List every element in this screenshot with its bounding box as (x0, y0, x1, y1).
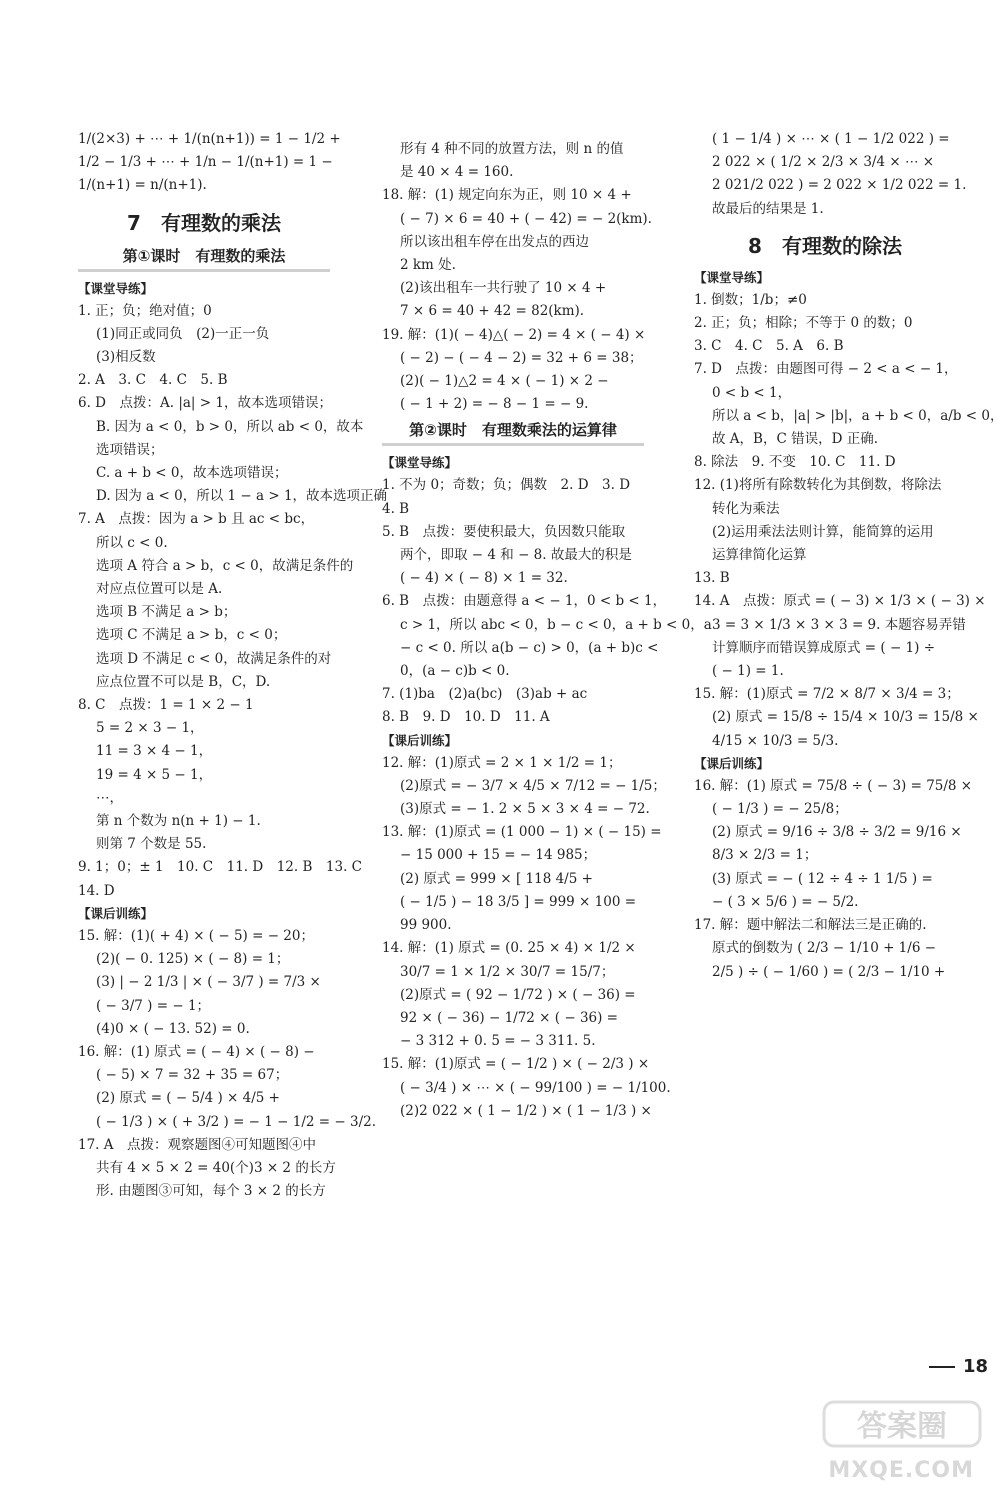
answer-line: 计算顺序而错误算成原式 = ( − 1) ÷ (712, 639, 936, 656)
answer-line: 15. 解：(1)原式 = ( − 1/2 ) × ( − 2/3 ) × (382, 1056, 650, 1073)
answer-line: (2) 原式 = 9/16 ÷ 3/8 ÷ 3/2 = 9/16 × (712, 824, 962, 841)
subsection-heading: 【课堂导练】 (382, 455, 458, 471)
answer-line: (3) 原式 = − ( 12 ÷ 4 ÷ 1 1/5 ) = (712, 870, 933, 887)
answer-line: 14. 解：(1) 原式 = (0. 25 × 4) × 1/2 × (382, 940, 636, 957)
answer-line: 17. A 点拨：观察题图④可知题图④中 (78, 1136, 317, 1153)
answer-line: 6. D 点拨：A. |a| > 1，故本选项错误； (78, 395, 332, 412)
answer-line: ( − 4) × ( − 8) × 1 = 32. (400, 570, 568, 587)
answer-line: B. 因为 a < 0，b > 0，所以 ab < 0，故本 (96, 418, 364, 435)
answer-line: 17. 解：题中解法二和解法三是正确的. (694, 917, 927, 934)
answer-line: 4/15 × 10/3 = 5/3. (712, 732, 839, 749)
answer-line: (3)相反数 (96, 349, 156, 366)
answer-line: 选项 C 不满足 a > b，c < 0； (96, 627, 287, 644)
answer-line: (1)同正或同负 (2)一正一负 (96, 325, 270, 342)
answer-line: ( − 1) = 1. (712, 663, 784, 680)
answer-line: ( − 5) × 7 = 32 + 35 = 67； (96, 1067, 289, 1084)
answer-line: c > 1，所以 abc < 0，b − c < 0，a + b < 0，a (400, 616, 712, 633)
answer-line: 选项 D 不满足 c < 0，故满足条件的对 (96, 650, 332, 667)
answer-line: ( − 2) − ( − 4 − 2) = 32 + 6 = 38； (400, 349, 643, 366)
answer-line: 12. (1)将所有除数转化为其倒数，将除法 (694, 477, 942, 494)
answer-line: 形有 4 种不同的放置方法，则 n 的值 (400, 141, 624, 157)
answer-line: (2) 原式 = 999 × [ 118 4/5 + (400, 870, 593, 887)
answer-line: − 3 312 + 0. 5 = − 3 311. 5. (400, 1033, 596, 1050)
answer-line: 7. D 点拨：由题图可得 − 2 < a < − 1， (694, 361, 958, 378)
answer-line: 99 900. (400, 917, 452, 934)
answer-line: 对应点位置可以是 A. (96, 581, 223, 598)
answer-line: 5 = 2 × 3 − 1， (96, 720, 204, 737)
watermark-site: MXQE.COM (828, 1458, 974, 1483)
answer-line: 1/2 − 1/3 + ⋯ + 1/n − 1/(n+1) = 1 − (78, 154, 333, 171)
page-number-rule (929, 1366, 955, 1368)
answer-line: 2 021/2 022 ) = 2 022 × 1/2 022 = 1. (712, 177, 967, 194)
answer-line: 8/3 × 2/3 = 1； (712, 847, 818, 864)
answer-line: (4)0 × ( − 13. 52) = 0. (96, 1020, 250, 1037)
answer-line: 2 km 处. (400, 257, 456, 274)
answer-line: − ( 3 × 5/6 ) = − 5/2. (712, 893, 859, 910)
answer-line: 1. 倒数；1/b；≠0 (694, 291, 807, 308)
answer-line: 应点位置不可以是 B，C，D. (96, 673, 271, 690)
answer-line: 选项错误； (96, 441, 164, 458)
answer-line: 1. 不为 0；奇数；负；偶数 2. D 3. D (382, 477, 631, 494)
answer-line: 30/7 = 1 × 1/2 × 30/7 = 15/7； (400, 963, 615, 980)
subsection-heading: 【课后训练】 (694, 755, 770, 771)
answer-line: 6. B 点拨：由题意得 a < − 1，0 < b < 1， (382, 593, 667, 610)
subsection-heading: 【课堂导练】 (78, 280, 154, 296)
answer-line: 12. 解：(1)原式 = 2 × 1 × 1/2 = 1； (382, 754, 622, 771)
section-heading: 7 有理数的乘法 (127, 210, 281, 235)
answer-line: 0 < b < 1， (712, 384, 792, 401)
answer-line: 0，(a − c)b < 0. (400, 663, 510, 680)
answer-line: C. a + b < 0，故本选项错误； (96, 465, 288, 482)
answer-line: (2)该出租车一共行驶了 10 × 4 + (400, 280, 607, 297)
answer-line: 14. D (78, 882, 115, 899)
answer-line: 选项 A 符合 a > b，c < 0，故满足条件的 (96, 557, 354, 574)
answer-line: 7 × 6 = 40 + 42 = 82(km). (400, 303, 585, 320)
answer-line: 3. C 4. C 5. A 6. B (694, 338, 844, 355)
answer-line: 92 × ( − 36) − 1/72 × ( − 36) = (400, 1009, 618, 1026)
answer-line: 所以 a < b，|a| > |b|，a + b < 0，a/b < 0， (712, 407, 1003, 424)
subsection-heading: 【课后训练】 (78, 905, 154, 921)
watermark-logo-icon (822, 1396, 982, 1452)
answer-line: (2)2 022 × ( 1 − 1/2 ) × ( 1 − 1/3 ) × (400, 1102, 652, 1119)
answer-line: 两个，即取 − 4 和 − 8. 故最大的积是 (400, 547, 632, 564)
answer-line: (2)原式 = − 3/7 × 4/5 × 7/12 = − 1/5； (400, 777, 666, 794)
answer-line: 13. B (694, 570, 730, 587)
watermark-logo-text: 答案圈 (857, 1409, 947, 1444)
column-3 (694, 128, 1003, 984)
answer-line: ( − 1/3 ) × ( + 3/2 ) = − 1 − 1/2 = − 3/2. (96, 1113, 377, 1130)
answer-line: 5. B 点拨：要使积最大，负因数只能取 (382, 523, 626, 540)
answer-line: ( 1 − 1/4 ) × ⋯ × ( 1 − 1/2 022 ) = (712, 131, 950, 147)
answer-line: 9. 1；0；± 1 10. C 11. D 12. B 13. C (78, 859, 362, 876)
answer-line: 共有 4 × 5 × 2 = 40(个)3 × 2 的长方 (96, 1159, 336, 1176)
answer-line: 4. B (382, 500, 410, 517)
page-number-text: 18 (962, 1356, 988, 1377)
subsection-heading: 【课堂导练】 (694, 269, 770, 285)
answer-line: 7. (1)ba (2)a(bc) (3)ab + ac (382, 686, 588, 703)
answer-line: 2. A 3. C 4. C 5. B (78, 372, 228, 389)
answer-line: ( − 7) × 6 = 40 + ( − 42) = − 2(km). (400, 210, 652, 227)
answer-line: 1/(2×3) + ⋯ + 1/(n(n+1)) = 1 − 1/2 + (78, 131, 341, 147)
answer-line: 3 = 3 × 1/3 × 3 × 3 = 9. 本题容易弄错 (712, 616, 966, 633)
answer-line: ⋯， (96, 789, 123, 806)
answer-line: ( − 1/5 ) − 18 3/5 ] = 999 × 100 = (400, 893, 637, 910)
subsection-heading: 【课后训练】 (382, 732, 458, 748)
answer-line: 15. 解：(1)原式 = 7/2 × 8/7 × 3/4 = 3； (694, 686, 960, 703)
answer-line: 原式的倒数为 ( 2/3 − 1/10 + 1/6 − (712, 940, 937, 957)
answer-line: 8. C 点拨：1 = 1 × 2 − 1 (78, 697, 254, 714)
answer-line: 19. 解：(1)( − 4)△( − 2) = 4 × ( − 4) × (382, 326, 646, 343)
answer-line: 14. A 点拨：原式 = ( − 3) × 1/3 × ( − 3) × (694, 593, 986, 610)
answer-line: 则第 7 个数是 55. (96, 836, 207, 853)
answer-line: 运算律简化运算 (712, 547, 807, 564)
answer-line: 16. 解：(1) 原式 = 75/8 ÷ ( − 3) = 75/8 × (694, 777, 973, 794)
lesson-heading: 第①课时 有理数的乘法 (78, 244, 330, 272)
answer-line: 1/(n+1) = n/(n+1). (78, 177, 207, 194)
answer-line: 16. 解：(1) 原式 = ( − 4) × ( − 8) − (78, 1043, 315, 1060)
answer-line: ( − 1 + 2) = − 8 − 1 = − 9. (400, 396, 589, 413)
answer-line: 11 = 3 × 4 − 1， (96, 743, 213, 760)
answer-line: 18. 解：(1) 规定向东为正，则 10 × 4 + (382, 187, 632, 204)
answer-line: − 15 000 + 15 = − 14 985； (400, 847, 597, 864)
answer-line: 19 = 4 × 5 − 1， (96, 766, 213, 783)
answer-line: 形. 由题图③可知，每个 3 × 2 的长方 (96, 1183, 326, 1200)
answer-line: (3) | − 2 1/3 | × ( − 3/7 ) = 7/3 × (96, 974, 321, 991)
section-heading: 8 有理数的除法 (748, 233, 902, 258)
answer-line: 2/5 ) ÷ ( − 1/60 ) = ( 2/3 − 1/10 + (712, 963, 946, 980)
answer-line: 15. 解：(1)( + 4) × ( − 5) = − 20； (78, 927, 314, 944)
answer-line: 是 40 × 4 = 160. (400, 164, 514, 181)
lesson-heading: 第②课时 有理数乘法的运算律 (382, 418, 644, 446)
page-number (929, 1356, 988, 1377)
answer-line: 13. 解：(1)原式 = (1 000 − 1) × ( − 15) = (382, 824, 662, 841)
answer-line: D. 因为 a < 0，所以 1 − a > 1，故本选项正确 (96, 488, 388, 505)
answer-line: (2) 原式 = ( − 5/4 ) × 4/5 + (96, 1090, 280, 1107)
column-1 (78, 128, 388, 1203)
answer-line: ( − 3/4 ) × ⋯ × ( − 99/100 ) = − 1/100. (400, 1079, 671, 1096)
answer-line: (3)原式 = − 1. 2 × 5 × 3 × 4 = − 72. (400, 801, 650, 818)
answer-line: 故最后的结果是 1. (712, 200, 824, 217)
answer-line: 1. 正；负；绝对值；0 (78, 302, 212, 319)
answer-line: ( − 1/3 ) = − 25/8； (712, 801, 848, 818)
answer-line: ( − 3/7 ) = − 1； (96, 997, 211, 1014)
answer-line: 故 A，B，C 错误，D 正确. (712, 431, 878, 448)
answer-line: 选项 B 不满足 a > b； (96, 604, 237, 621)
answer-line: − c < 0. 所以 a(b − c) > 0，(a + b)c < (400, 639, 659, 656)
answer-line: 2. 正；负；相除；不等于 0 的数；0 (694, 315, 913, 332)
answer-line: 第 n 个数为 n(n + 1) − 1. (96, 813, 261, 830)
answer-line: (2)( − 1)△2 = 4 × ( − 1) × 2 − (400, 373, 609, 390)
answer-line: (2)运用乘法法则计算，能简算的运用 (712, 523, 934, 540)
answer-line: 8. 除法 9. 不变 10. C 11. D (694, 454, 896, 471)
answer-line: 8. B 9. D 10. D 11. A (382, 709, 550, 726)
answer-line: 转化为乘法 (712, 500, 780, 517)
answer-line: (2)( − 0. 125) × ( − 8) = 1； (96, 951, 290, 968)
answer-line: (2)原式 = ( 92 − 1/72 ) × ( − 36) = (400, 986, 636, 1003)
answer-line: (2) 原式 = 15/8 ÷ 15/4 × 10/3 = 15/8 × (712, 709, 979, 726)
answer-line: 2 022 × ( 1/2 × 2/3 × 3/4 × ⋯ × (712, 154, 935, 171)
answer-line: 7. A 点拨：因为 a > b 且 ac < bc， (78, 511, 315, 528)
answer-line: 所以 c < 0. (96, 534, 168, 551)
answer-line: 所以该出租车停在出发点的西边 (400, 233, 589, 250)
